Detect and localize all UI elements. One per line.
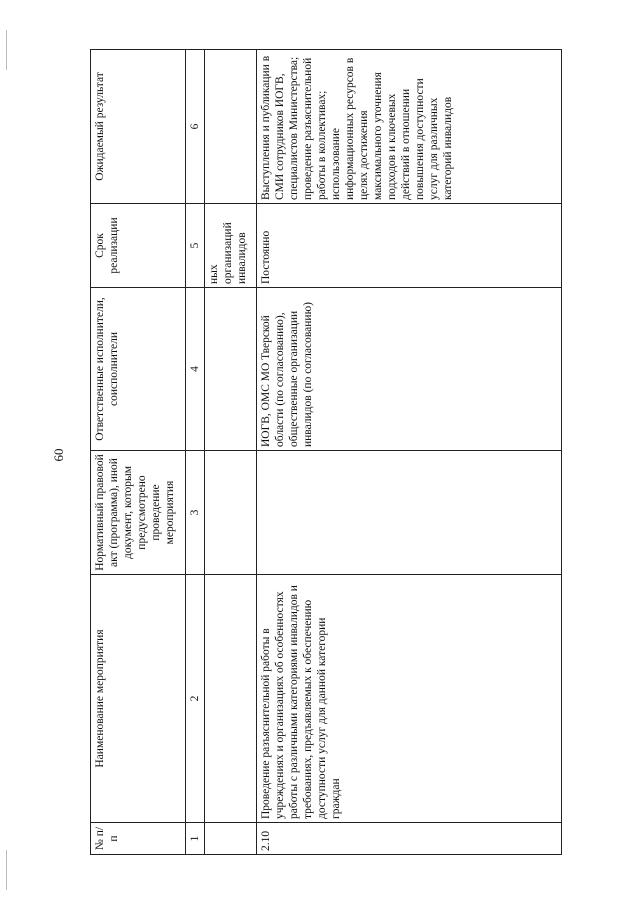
cell-row-number: 2.10 <box>257 823 562 855</box>
page-number: 60 <box>51 448 66 462</box>
cell-continuation <box>205 575 257 823</box>
cell-measure-name: Проведение разъяснительной работы в учреждениях и организациях об особенностях работы с различными категориями инвалидов и требованиях, предъявляемых к обеспечению доступности услуг для данной категории граждан <box>257 575 562 823</box>
header-executors: Ответственные исполнители, соисполнители <box>91 288 186 451</box>
cell-continuation <box>205 451 257 575</box>
col-number: 1 <box>186 823 205 855</box>
header-name: Наименование мероприятия <box>91 575 186 823</box>
cell-continuation-term: ных организаций инвалидов <box>205 204 257 288</box>
cell-result: Выступления и публикации в СМИ сотрудников ИОГВ, специалистов Министерства; проведение разъяснительной работы в коллективах; использование информационных ресурсов в целях достижения максимального уточнения подходов и ключевых действий в отношении повышения доступности услуг для различных категорий инвалидов <box>257 50 562 204</box>
col-number: 3 <box>186 451 205 575</box>
cell-term: Постоянно <box>257 204 562 288</box>
header-result: Ожидаемый результат <box>91 50 186 204</box>
cell-continuation <box>205 823 257 855</box>
table-row <box>257 50 562 855</box>
column-number-row <box>186 50 205 855</box>
col-number: 4 <box>186 288 205 451</box>
header-term: Срок реализации <box>91 204 186 288</box>
table-row-continuation <box>205 50 257 855</box>
measures-table <box>90 49 562 855</box>
cell-executors: ИОГВ, ОМС МО Тверской области (по согласованию), общественные организации инвалидов (по согласованию) <box>257 288 562 451</box>
col-number: 2 <box>186 575 205 823</box>
cell-continuation <box>205 288 257 451</box>
cell-continuation <box>205 50 257 204</box>
col-number: 6 <box>186 50 205 204</box>
col-number: 5 <box>186 204 205 288</box>
rotated-table-container <box>90 50 600 855</box>
cell-legal-act <box>257 451 562 575</box>
scan-edge-mark <box>6 850 7 890</box>
header-number: № п/п <box>91 823 186 855</box>
scan-edge-mark <box>6 30 7 70</box>
table-header-row <box>91 50 186 855</box>
header-act: Нормативный правовой акт (программа), иной документ, которым предусмотрено проведение мероприятия <box>91 451 186 575</box>
